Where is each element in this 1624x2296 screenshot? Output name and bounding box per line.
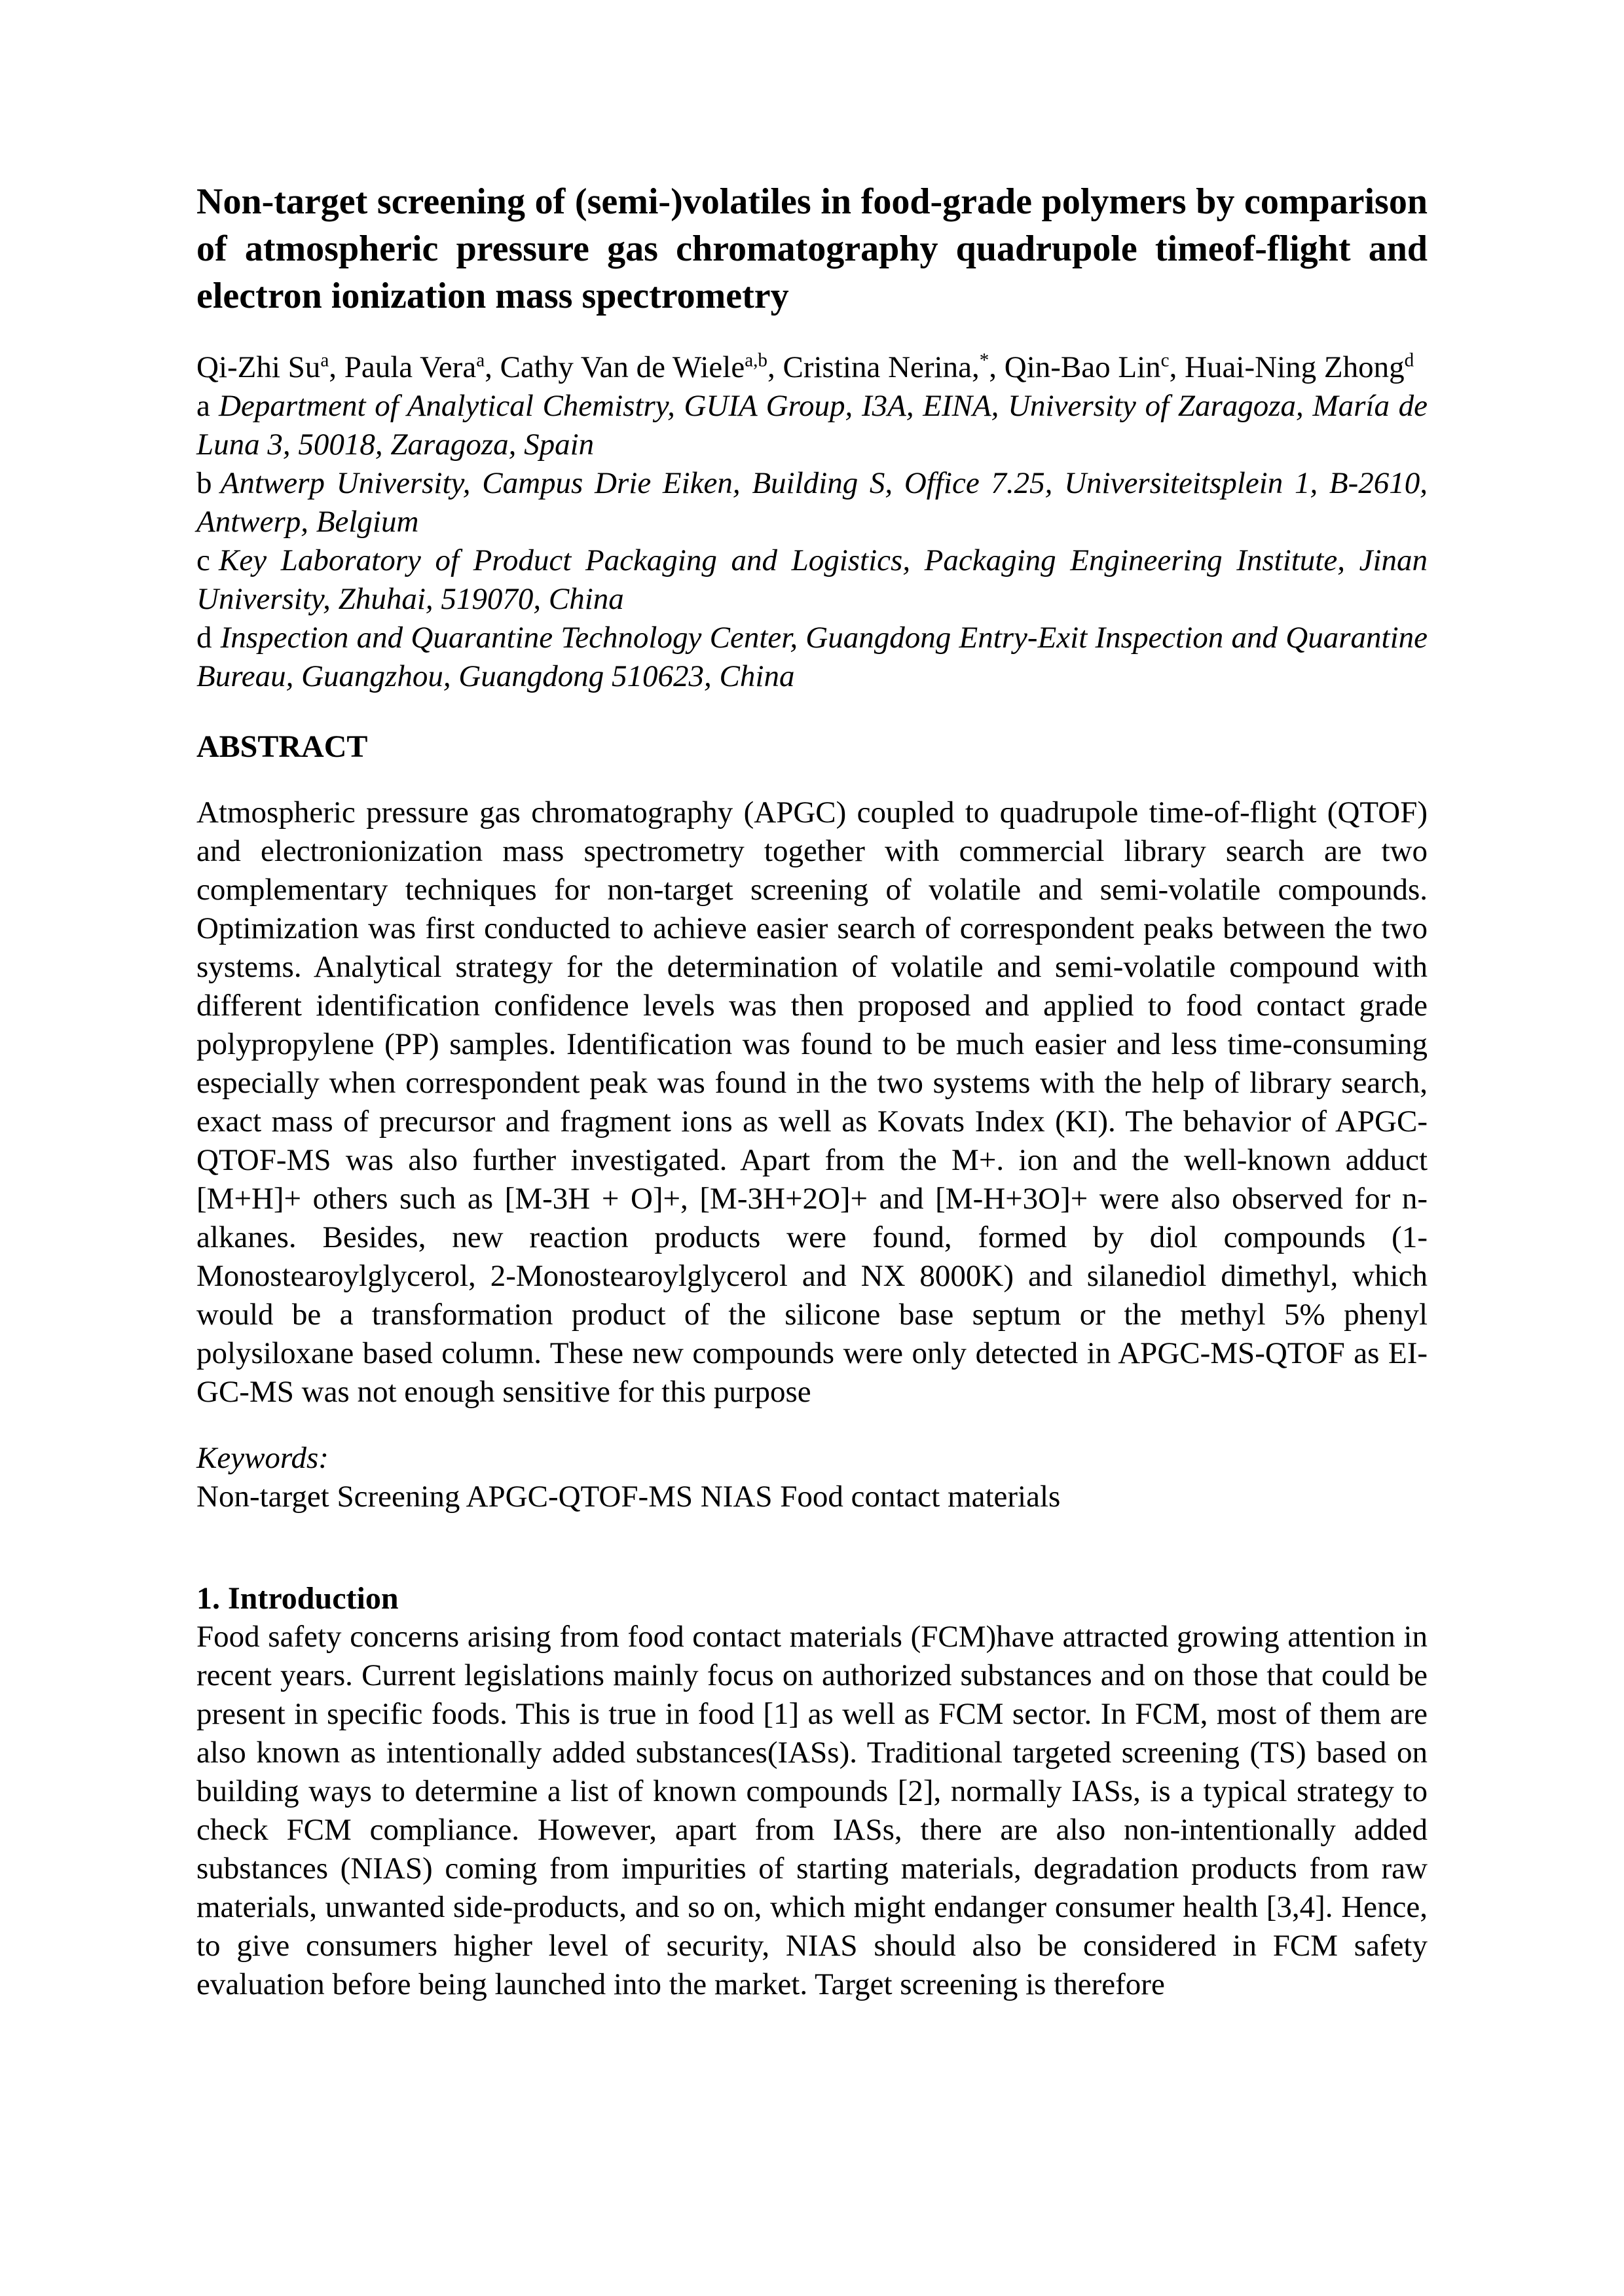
author (196, 350, 344, 384)
author-name: Cathy Van de Wiele (500, 350, 745, 384)
author (1005, 350, 1185, 384)
affiliation-c (196, 541, 1428, 619)
affiliation-a (196, 387, 1428, 464)
author-name: Huai-Ning Zhong (1185, 350, 1405, 384)
author-separator: , (329, 350, 344, 384)
author (500, 350, 783, 384)
author-separator: , (989, 350, 1005, 384)
author-separator: , (485, 350, 500, 384)
affiliation-marker: d (196, 621, 212, 655)
corresponding-author-asterisk: * (979, 350, 989, 371)
affiliations-block (196, 387, 1428, 696)
affiliation-marker: b (196, 466, 212, 500)
author (1185, 350, 1414, 384)
author-name: Qin-Bao Lin (1004, 350, 1161, 384)
paper-title: Non-target screening of (semi-)volatiles in food-grade polymers by comparison of atmospheric pressure gas chromatography quadrupole timeof-flight and electron ionization mass spectrometry (196, 181, 1428, 316)
affiliation-marker: a (196, 389, 210, 423)
author-affiliation-superscript: a,b (745, 350, 767, 371)
author-affiliation-superscript: a (476, 350, 485, 371)
author-affiliation-superscript: d (1404, 350, 1414, 371)
keywords-label: Keywords: (196, 1441, 329, 1475)
author-name: Cristina Nerina, (783, 350, 980, 384)
affiliation-b (196, 464, 1428, 541)
author-affiliation-superscript: a (320, 350, 329, 371)
abstract-text: Atmospheric pressure gas chromatography (APGC) coupled to quadrupole time-of-flight (QTOF) and electronionization mass spectrometry together with commercial library search are two complementary techniques for non-target screening of volatile and semi-volatile compounds. Optimization was first conducted to achieve easier search of correspondent peaks between the two systems. Analytical strategy for the determination of volatile and semi-volatile compound with different identification confidence levels was then proposed and applied to food contact grade polypropylene (PP) samples. Identification was found to be much easier and less time-consuming especially when correspondent peak was found in the two systems with the help of library search, exact mass of precursor and fragment ions as well as Kovats Index (KI). The behavior of APGC-QTOF-MS was also further investigated. Apart from the M+. ion and the well-known adduct [M+H]+ others such as [M-3H + O]+, [M-3H+2O]+ and [M-H+3O]+ were also observed for n-alkanes. Besides, new reaction products were found, formed by diol compounds (1-Monostearoylglycerol, 2-Monostearoylglycerol and NX 8000K) and silanediol dimethyl, which would be a transformation product of the silicone base septum or the methyl 5% phenyl polysiloxane based column. These new compounds were only detected in APGC-MS-QTOF as EI-GC-MS was not enough sensitive for this purpose (196, 795, 1428, 1409)
affiliation-d (196, 619, 1428, 696)
affiliation-marker: c (196, 543, 210, 577)
author-line (196, 348, 1428, 387)
keywords-text: Non-target Screening APGC-QTOF-MS NIAS Food contact materials (196, 1480, 1061, 1514)
author-separator: , (767, 350, 783, 384)
abstract-heading: ABSTRACT (196, 729, 368, 764)
affiliation-text: Antwerp University, Campus Drie Eiken, Building S, Office 7.25, Universiteitsplein 1, B-2610, Antwerp, Belgium (196, 466, 1428, 539)
author (783, 350, 1005, 384)
author-name: Qi-Zhi Su (196, 350, 321, 384)
affiliation-text: Key Laboratory of Product Packaging and Logistics, Packaging Engineering Institute, Jinan University, Zhuhai, 519070, China (196, 543, 1428, 616)
affiliation-text: Department of Analytical Chemistry, GUIA Group, I3A, EINA, University of Zaragoza, María de Luna 3, 50018, Zaragoza, Spain (196, 389, 1428, 462)
author-separator: , (1169, 350, 1185, 384)
introduction-text: Food safety concerns arising from food contact materials (FCM)have attracted growing attention in recent years. Current legislations mainly focus on authorized substances and on those that could be present in specific foods. This is true in food [1] as well as FCM sector. In FCM, most of them are also known as intentionally added substances(IASs). Traditional targeted screening (TS) based on building ways to determine a list of known compounds [2], normally IASs, is a typical strategy to check FCM compliance. However, apart from IASs, there are also non-intentionally added substances (NIAS) coming from impurities of starting materials, degradation products from raw materials, unwanted side-products, and so on, which might endanger consumer health [3,4]. Hence, to give consumers higher level of security, NIAS should also be considered in FCM safety evaluation before being launched into the market. Target screening is therefore (196, 1620, 1428, 2001)
introduction-heading: 1. Introduction (196, 1581, 399, 1616)
author-affiliation-superscript: c (1160, 350, 1170, 371)
affiliation-text: Inspection and Quarantine Technology Center, Guangdong Entry-Exit Inspection and Quarantine Bureau, Guangzhou, Guangdong 510623, China (196, 621, 1428, 693)
author-name: Paula Vera (344, 350, 477, 384)
author (344, 350, 500, 384)
